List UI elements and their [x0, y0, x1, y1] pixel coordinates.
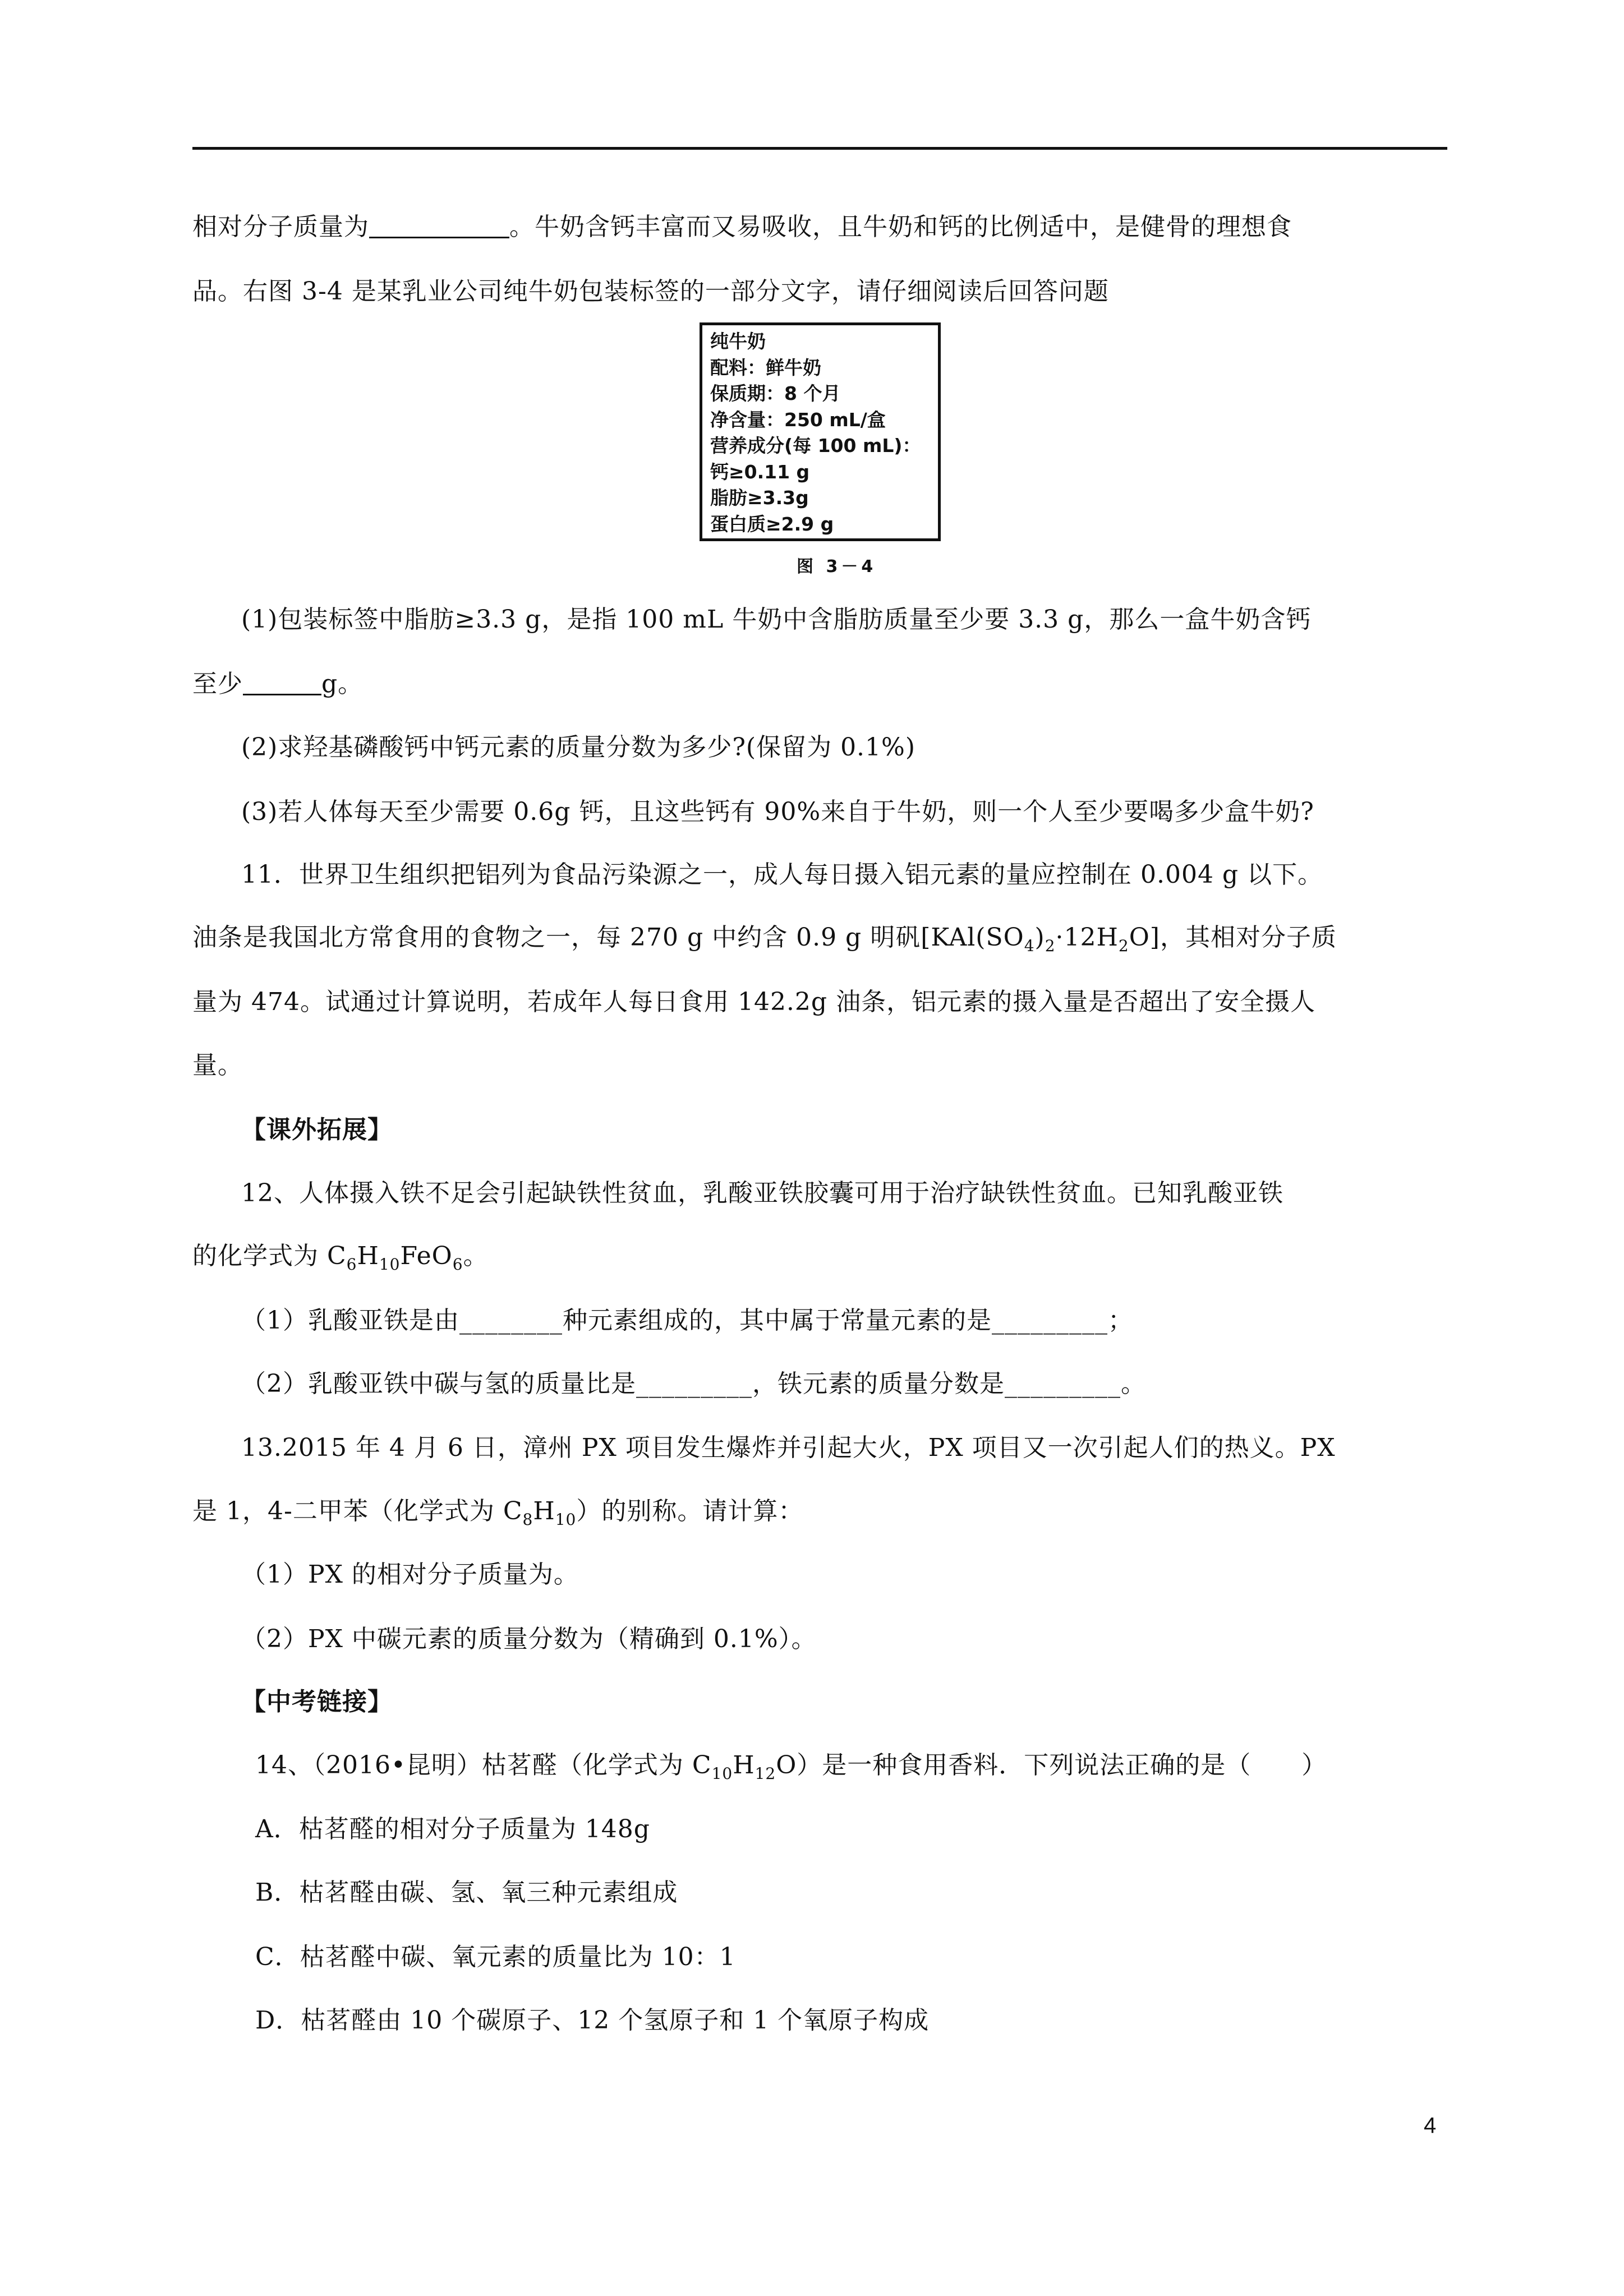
- figure-line: 配料：鲜牛奶: [710, 356, 821, 379]
- milk-label-figure: [700, 322, 941, 541]
- problem-11: 11．世界卫生组织把铝列为食品污染源之一，成人每日摄入铝元素的量应控制在 0.004 g 以下。: [241, 860, 1323, 889]
- text-line: 至少 g。: [192, 667, 363, 701]
- question-13-2: （2）PX 中碳元素的质量分数为（精确到 0.1%）。: [241, 1625, 817, 1653]
- page-number: 4: [1424, 2113, 1437, 2138]
- option-a: A．枯茗醛的相对分子质量为 148g: [255, 1815, 650, 1843]
- option-d: D．枯茗醛由 10 个碳原子、12 个氢原子和 1 个氧原子构成: [255, 2006, 930, 2035]
- figure-caption: 图 3－4: [797, 557, 877, 577]
- text-line: 油条是我国北方常食用的食物之一，每 270 g 中约含 0.9 g 明矾$[KAl(SO_4)_2\cdot 12H_2O]$，其相对分子质: [192, 923, 1337, 955]
- figure-line: 净含量：250 mL/盒: [710, 408, 886, 431]
- question-1: (1)包装标签中脂肪≥3.3 g，是指 100 mL 牛奶中含脂肪质量至少要 3.3 g，那么一盒牛奶含钙: [241, 605, 1312, 634]
- figure-line: 纯牛奶: [710, 330, 766, 352]
- figure-line: 营养成分(每 100 mL)：: [710, 435, 921, 457]
- text-line: 相对分子质量为 。牛奶含钙丰富而又易吸收，且牛奶和钙的比例适中，是健骨的理想食: [192, 210, 1292, 244]
- option-b: B．枯茗醛由碳、氢、氧三种元素组成: [255, 1878, 678, 1907]
- text-line: 品。右图 3-4 是某乳业公司纯牛奶包装标签的一部分文字，请仔细阅读后回答问题: [192, 277, 1109, 306]
- problem-14: 14、（2016•昆明）枯茗醛（化学式为 $C_{10}H_{12}O$）是一种食用香料．下列说法正确的是（ ）: [255, 1751, 1327, 1783]
- figure-line: 脂肪≥3.3g: [710, 487, 809, 509]
- header-rule: [192, 147, 1447, 150]
- section-heading: 【中考链接】: [241, 1688, 393, 1716]
- text-line: 量。: [192, 1051, 243, 1080]
- answer-blank: [243, 668, 321, 695]
- figure-line: 蛋白质≥2.9 g: [710, 513, 834, 535]
- figure-line: 保质期：8 个月: [710, 382, 841, 404]
- text-line: 是 1，4-二甲苯（化学式为 $C_8H_{10}$）的别称。请计算：: [192, 1497, 804, 1529]
- problem-12: 12、人体摄入铁不足会引起缺铁性贫血，乳酸亚铁胶囊可用于治疗缺铁性贫血。已知乳酸亚铁: [241, 1179, 1283, 1207]
- question-12-2: （2）乳酸亚铁中碳与氢的质量比是_________，铁元素的质量分数是_________。: [241, 1370, 1146, 1398]
- section-heading: 【课外拓展】: [241, 1115, 393, 1144]
- question-2: (2)求羟基磷酸钙中钙元素的质量分数为多少?(保留为 0.1%): [241, 733, 916, 762]
- problem-13: 13.2015 年 4 月 6 日，漳州 PX 项目发生爆炸并引起大火，PX 项目又一次引起人们的热义。PX: [241, 1433, 1336, 1462]
- option-c: C．枯茗醛中碳、氧元素的质量比为 10：1: [255, 1943, 736, 1971]
- answer-blank: [369, 211, 509, 238]
- text-line: 的化学式为 $C_6H_{10}FeO_6$。: [192, 1242, 489, 1274]
- figure-line: 钙≥0.11 g: [710, 460, 810, 483]
- question-13-1: （1）PX 的相对分子质量为。: [241, 1560, 579, 1589]
- text-line: 量为 474。试通过计算说明，若成年人每日食用 142.2g 油条，铝元素的摄入量是否超出了安全摄人: [192, 988, 1316, 1016]
- question-3: (3)若人体每天至少需要 0.6g 钙，且这些钙有 90%来自于牛奶，则一个人至少要喝多少盒牛奶?: [241, 797, 1314, 826]
- question-12-1: （1）乳酸亚铁是由________种元素组成的，其中属于常量元素的是_________；: [241, 1306, 1133, 1335]
